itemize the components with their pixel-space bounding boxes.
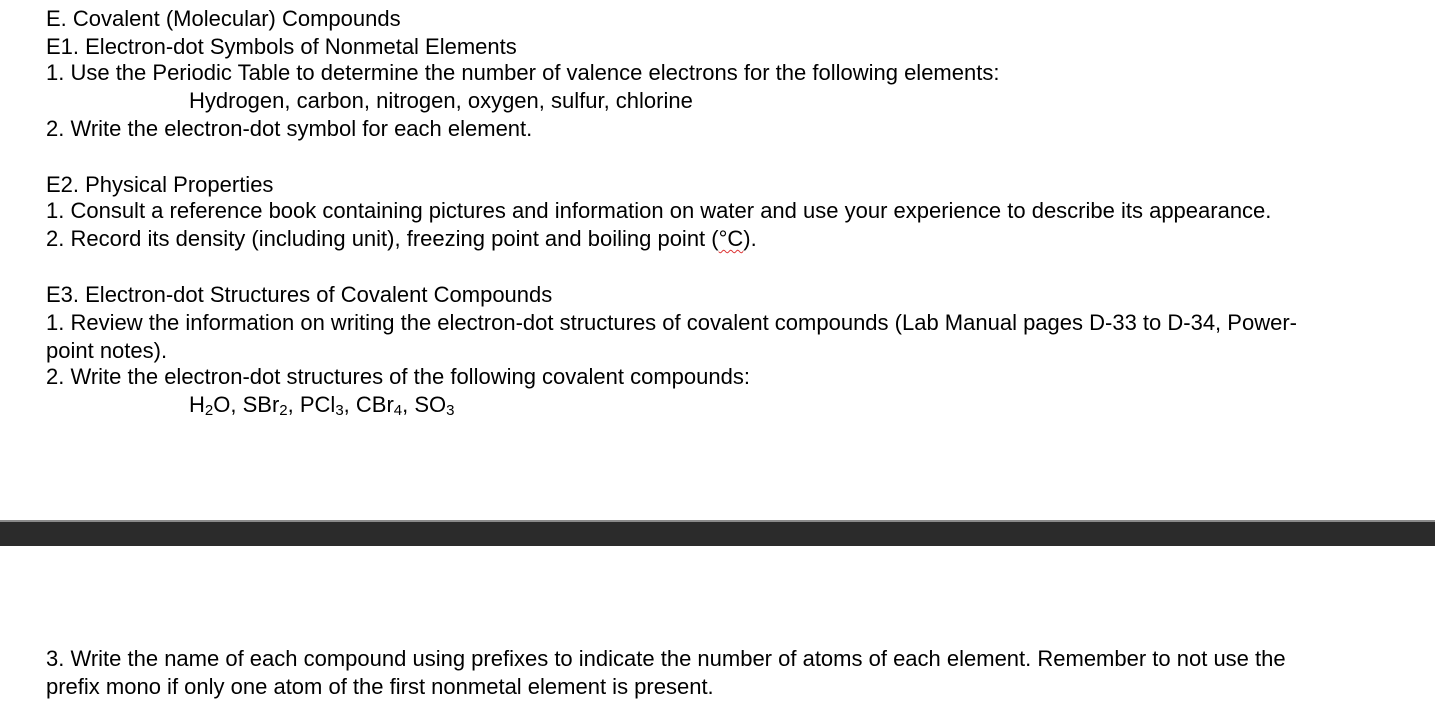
e1-heading: E1. Electron-dot Symbols of Nonmetal Elements bbox=[46, 34, 517, 59]
e2-step-1: 1. Consult a reference book containing pictures and information on water and use your experience to describe its appearance. bbox=[46, 198, 1272, 223]
e1-step-1: 1. Use the Periodic Table to determine the number of valence electrons for the following elements: bbox=[46, 60, 1000, 85]
e3-step-3-line-1: 3. Write the name of each compound using prefixes to indicate the number of atoms of each element. Remember to not use the bbox=[46, 646, 1286, 671]
compound: SBr$_2$, bbox=[242, 392, 300, 419]
e3-step-2: 2. Write the electron-dot structures of the following covalent compounds: bbox=[46, 364, 750, 389]
e2-step-2-suffix: ). bbox=[743, 226, 757, 251]
e3-heading: E3. Electron-dot Structures of Covalent Compounds bbox=[46, 282, 553, 307]
section-title: E. Covalent (Molecular) Compounds bbox=[46, 6, 401, 31]
compound: CBr$_4$, bbox=[355, 392, 415, 419]
compound: $H_2O$, bbox=[189, 392, 243, 419]
compound: PCl$_3$, bbox=[299, 392, 356, 419]
e3-step-1-line-1: 1. Review the information on writing the electron-dot structures of covalent compounds (Lab Manual pages D-33 to D-34, Power- bbox=[46, 310, 1297, 335]
e3-step-3-line-2: prefix mono if only one atom of the first nonmetal element is present. bbox=[46, 674, 714, 699]
e2-heading: E2. Physical Properties bbox=[46, 172, 274, 197]
e3-compound-list bbox=[189, 391, 455, 419]
e2-step-2 bbox=[46, 225, 757, 253]
page-divider-bar bbox=[0, 520, 1435, 546]
e1-step-2: 2. Write the electron-dot symbol for each element. bbox=[46, 116, 533, 141]
e3-step-1-line-2: point notes). bbox=[46, 338, 168, 363]
e1-element-list: Hydrogen, carbon, nitrogen, oxygen, sulfur, chlorine bbox=[189, 88, 693, 113]
compound: $SO_3$ bbox=[414, 392, 455, 419]
e2-step-2-prefix: 2. Record its density (including unit), freezing point and boiling point ( bbox=[46, 226, 719, 251]
spellcheck-underlined-unit: °C bbox=[718, 226, 744, 251]
